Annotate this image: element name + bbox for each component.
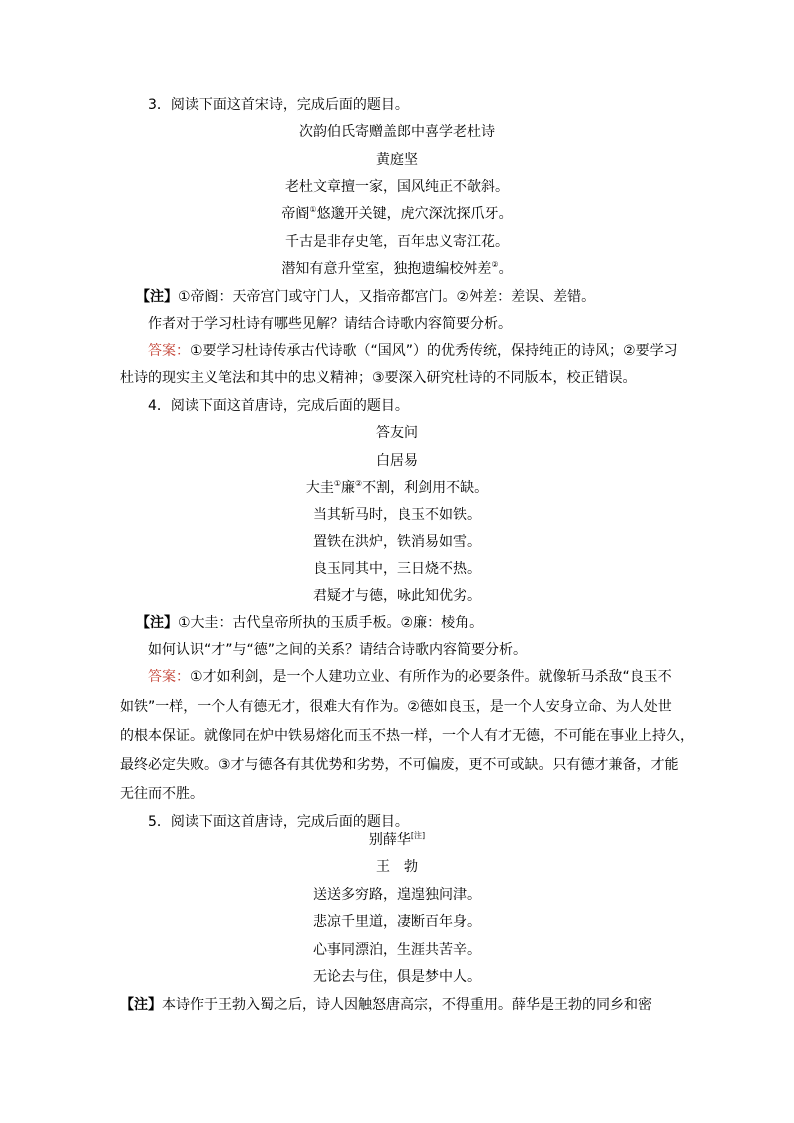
q4-question: 如何认识“才”与“德”之间的关系？请结合诗歌内容简要分析。 [148,642,528,658]
q3-answer-line: 杜诗的现实主义笔法和其中的忠义精神；③要深入研究杜诗的不同版本，校正错误。 [120,370,637,386]
q4-poem-title: 答友问 [376,425,418,441]
q4-answer-line: 无往而不胜。 [120,786,204,802]
footnote-marker: [注] [410,831,426,840]
q3-poem-line: 潜知有意升堂室，独抱遗编校舛差②。 [281,260,513,277]
q3-question: 作者对于学习杜诗有哪些见解？请结合诗歌内容简要分析。 [148,316,512,332]
footnote-marker: ① [333,479,341,488]
q3-poem-line: 帝阍①悠邈开关键，虎穴深沈探爪牙。 [281,205,513,222]
q3-poem-line: 千古是非存史笔，百年忠义寄江花。 [285,234,509,250]
q5-prompt: 5．阅读下面这首唐诗，完成后面的题目。 [148,814,409,830]
q4-poem-author: 白居易 [376,453,418,469]
q5-poem-line: 心事同漂泊，生涯共苦辛。 [313,942,481,958]
footnote-marker: ② [355,479,363,488]
q3-poem-line: 老杜文章擅一家，国风纯正不欹斜。 [285,179,509,195]
q4-poem-line: 大圭①廉②不割，利剑用不缺。 [305,479,489,496]
q5-note: 【注】本诗作于王勃入蜀之后，诗人因触怒唐高宗，不得重用。薛华是王勃的同乡和密 [120,997,652,1013]
q3-answer-line: 答案：①要学习杜诗传承古代诗歌（“国风”）的优秀传统，保持纯正的诗风；②要学习 [148,343,678,359]
q4-answer-line: 的根本保证。就像同在炉中铁易熔化而玉不热一样，一个人有才无德，不可能在事业上持久， [120,728,694,744]
q4-poem-line: 良玉同其中，三日烧不热。 [313,561,481,577]
footnote-marker: ② [491,260,499,269]
q5-poem-line: 送送多穷路，遑遑独问津。 [313,887,481,903]
q4-note: 【注】①大圭：古代皇帝所执的玉质手板。②廉：棱角。 [136,615,484,631]
footnote-marker: ① [309,205,317,214]
q5-poem-title: 别薛华[注] [368,831,426,848]
q5-poem-author: 王 勃 [376,859,418,875]
answer-label: 答案： [148,343,190,359]
q3-poem-title: 次韵伯氏寄赠盖郎中喜学老杜诗 [299,124,495,140]
q3-poem-author: 黄庭坚 [376,152,418,168]
q4-answer-line: 答案：①才如利剑，是一个人建功立业、有所作为的必要条件。就像斩马杀敌“良玉不 [148,669,672,685]
q4-answer-line: 最终必定失败。③才与德各有其优势和劣势，不可偏废，更不可或缺。只有德才兼备，才能 [120,757,679,773]
q4-prompt: 4．阅读下面这首唐诗，完成后面的题目。 [148,398,409,414]
answer-label: 答案： [148,669,190,685]
q4-poem-line: 君疑才与德，咏此知优劣。 [313,588,481,604]
q3-note: 【注】①帝阍：天帝宫门或守门人，又指帝都宫门。②舛差：差误、差错。 [136,289,596,305]
q3-prompt: 3．阅读下面这首宋诗，完成后面的题目。 [148,97,409,113]
q4-answer-line: 如铁”一样，一个人有德无才，很难大有作为。②德如良玉，是一个人安身立命、为人处世 [120,699,672,715]
q5-poem-line: 悲凉千里道，凄断百年身。 [313,914,481,930]
q5-poem-line: 无论去与住，俱是梦中人。 [313,969,481,985]
q4-poem-line: 当其斩马时，良玉不如铁。 [313,507,481,523]
q4-poem-line: 置铁在洪炉，铁消易如雪。 [313,534,481,550]
